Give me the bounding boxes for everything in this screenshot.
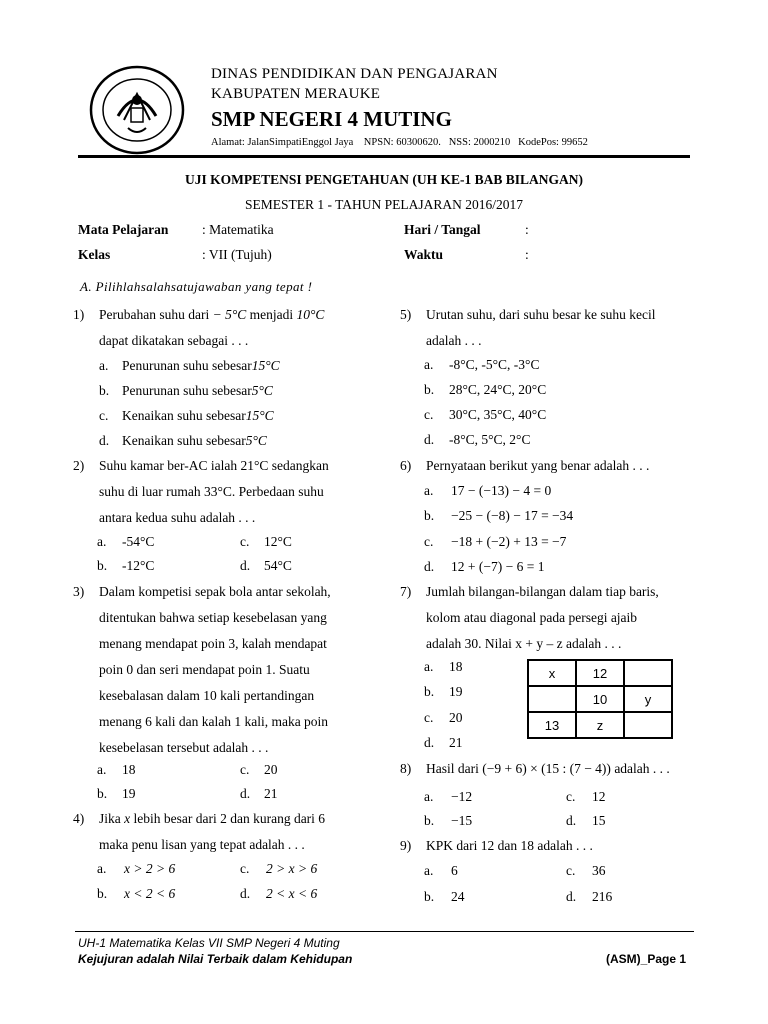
q6-option-b-letter: b. [424,508,435,523]
q6-option-d-letter: d. [424,559,435,574]
q5-option-b[interactable]: 28°C, 24°C, 20°C [449,382,547,397]
q4-option-a-letter: a. [97,861,107,876]
q6-option-c-letter: c. [424,534,434,549]
q7-option-d-letter: d. [424,735,435,750]
q2-option-d-letter: d. [240,558,251,573]
q3-line3: menang mendapat poin 3, kalah mendapat [99,636,327,651]
q1-option-c-letter: c. [99,408,109,423]
q1-text-a: Perubahan suhu dari [99,307,210,322]
q4-option-d[interactable]: 2 < x < 6 [266,886,318,901]
q1-line2: dapat dikatakan sebagai . . . [99,333,249,348]
footer-title: UH-1 Matematika Kelas VII SMP Negeri 4 Muting [78,936,340,950]
day-label: Hari / Tangal [404,222,481,237]
q4-text-c: lebih besar dari 2 dan kurang dari 6 [133,811,326,826]
q9-number: 9) [400,838,412,853]
q2-option-b-letter: b. [97,558,108,573]
footer-divider [75,931,694,932]
school-address: Alamat: JalanSimpatiEnggol Jaya NPSN: 60300620. NSS: 2000210 KodePos: 99652 [211,137,588,148]
q2-line2: suhu di luar rumah 33°C. Perbedaan suhu [99,484,324,499]
q6-option-a[interactable]: 17 − (−13) − 4 = 0 [451,483,552,498]
q1-option-d-val: 5°C [245,433,267,448]
q9-option-a-letter: a. [424,863,434,878]
q8-number: 8) [400,761,412,776]
q4-line2: maka penu lisan yang tepat adalah . . . [99,837,305,852]
q1-option-c-val: 15°C [245,408,274,423]
q6-option-a-letter: a. [424,483,434,498]
school-name: SMP NEGERI 4 MUTING [211,107,452,131]
q7-line2: kolom atau diagonal pada persegi ajaib [426,610,638,625]
magic-cell: y [624,686,672,712]
q1-line1 [99,302,369,328]
q1-option-c-text: Kenaikan suhu sebesar [122,408,246,423]
exam-title: UJI KOMPETENSI PENGETAHUAN (UH KE-1 BAB BILANGAN) [184,172,584,187]
q9-option-d-letter: d. [566,889,577,904]
q8-option-c[interactable]: 12 [592,789,606,804]
q3-option-d-letter: d. [240,786,251,801]
magic-cell: 10 [576,686,624,712]
magic-cell [528,686,576,712]
q5-number: 5) [400,307,412,322]
q5-option-d[interactable]: -8°C, 5°C, 2°C [449,432,531,447]
q5-option-c-letter: c. [424,407,434,422]
q5-option-b-letter: b. [424,382,435,397]
q4-var: x [124,811,131,826]
q8-suffix: adalah . . . [614,761,670,776]
q4-option-c[interactable]: 2 > x > 6 [266,861,318,876]
q6-option-b[interactable]: −25 − (−8) − 17 = −34 [451,508,574,523]
q9-option-d[interactable]: 216 [592,889,613,904]
subject-label: Mata Pelajaran [78,222,169,237]
q6-number: 6) [400,458,412,473]
q3-option-c[interactable]: 20 [264,762,278,777]
q4-text-a: Jika [99,811,121,826]
q1-option-a-letter: a. [99,358,109,373]
q1-text-c: menjadi [249,307,294,322]
q3-option-d[interactable]: 21 [264,786,278,801]
q1-option-a-val: 15°C [251,358,280,373]
magic-cell: 13 [528,712,576,738]
q7-option-a-letter: a. [424,659,434,674]
q9-option-b[interactable]: 24 [451,889,465,904]
q9-option-b-letter: b. [424,889,435,904]
header-agency: DINAS PENDIDIKAN DAN PENGAJARAN [211,66,498,82]
q3-line1: Dalam kompetisi sepak bola antar sekolah, [99,584,331,599]
q7-line3: adalah 30. Nilai x + y – z adalah . . . [426,636,622,651]
q3-option-a-letter: a. [97,762,107,777]
q1-val-from: − 5°C [212,307,247,322]
q5-option-a-letter: a. [424,357,434,372]
q7-number: 7) [400,584,412,599]
footer-motto: Kejujuran adalah Nilai Terbaik dalam Kehidupan [78,952,353,966]
q8-option-c-letter: c. [566,789,576,804]
q8-option-a-letter: a. [424,789,434,804]
section-a-instruction: A. Pilihlahsalahsatujawaban yang tepat ! [80,279,313,294]
magic-square [527,659,673,739]
q8-option-b[interactable]: −15 [451,813,473,828]
q3-option-a[interactable]: 18 [122,762,136,777]
class-label: Kelas [78,247,111,262]
q2-option-c-letter: c. [240,534,250,549]
q3-line6: menang 6 kali dan kalah 1 kali, maka poin [99,714,329,729]
q1-option-a[interactable] [122,358,280,374]
q7-option-c[interactable]: 20 [449,710,463,725]
q1-option-a-text: Penurunan suhu sebesar [122,358,252,373]
exam-semester: SEMESTER 1 - TAHUN PELAJARAN 2016/2017 [244,197,524,212]
q1-option-b-val: 5°C [251,383,273,398]
school-logo [88,64,186,156]
q8-prefix: Hasil dari [426,761,479,776]
magic-cell: x [528,660,576,686]
q1-option-b-letter: b. [99,383,110,398]
subject-value: : Matematika [202,222,274,237]
q3-option-b[interactable]: 19 [122,786,136,801]
q1-option-d-text: Kenaikan suhu sebesar [122,433,246,448]
q7-option-c-letter: c. [424,710,434,725]
q1-option-d-letter: d. [99,433,110,448]
q3-line2: ditentukan bahwa setiap kesebelasan yang [99,610,327,625]
header-regency: KABUPATEN MERAUKE [211,86,381,102]
q5-line1: Urutan suhu, dari suhu besar ke suhu kecil [426,307,656,322]
day-value: : [525,222,529,237]
q4-option-b-letter: b. [97,886,108,901]
q2-line3: antara kedua suhu adalah . . . [99,510,256,525]
header-divider [78,155,690,158]
q7-option-b-letter: b. [424,684,435,699]
q5-line2: adalah . . . [426,333,482,348]
q3-option-c-letter: c. [240,762,250,777]
q7-line1: Jumlah bilangan-bilangan dalam tiap baris, [426,584,659,599]
q4-number: 4) [73,811,85,826]
q9-option-c[interactable]: 36 [592,863,606,878]
magic-square-grid [527,659,673,739]
q4-option-b[interactable]: x < 2 < 6 [124,886,176,901]
q6-option-c[interactable]: −18 + (−2) + 13 = −7 [451,534,567,549]
q2-option-d[interactable]: 54°C [264,558,292,573]
q1-option-b-text: Penurunan suhu sebesar [122,383,252,398]
time-value: : [525,247,529,262]
q4-option-a[interactable]: x > 2 > 6 [124,861,176,876]
q1-val-to: 10°C [296,307,325,322]
footer-page: (ASM)_Page 1 [606,952,687,966]
q3-line7: kesebelasan tersebut adalah . . . [99,740,269,755]
q7-option-d[interactable]: 21 [449,735,463,750]
q2-option-a[interactable]: -54°C [122,534,155,549]
q3-number: 3) [73,584,85,599]
q4-option-d-letter: d. [240,886,251,901]
q8-option-d-letter: d. [566,813,577,828]
q8-option-b-letter: b. [424,813,435,828]
q2-line1: Suhu kamar ber-AC ialah 21°C sedangkan [99,458,329,473]
magic-cell [624,660,672,686]
time-label: Waktu [404,247,444,262]
q1-option-d[interactable] [122,433,267,449]
q5-option-d-letter: d. [424,432,435,447]
q3-line5: kesebalasan dalam 10 kali pertandingan [99,688,315,703]
q2-number: 2) [73,458,85,473]
class-value: : VII (Tujuh) [202,247,272,262]
q7-option-a[interactable]: 18 [449,659,463,674]
q7-option-b[interactable]: 19 [449,684,463,699]
q8-expression: (−9 + 6) × (15 : (7 − 4)) [482,761,611,776]
q3-option-b-letter: b. [97,786,108,801]
magic-cell: 12 [576,660,624,686]
q5-option-a[interactable]: -8°C, -5°C, -3°C [449,357,540,372]
q8-option-a[interactable]: −12 [451,789,473,804]
q5-option-c[interactable]: 30°C, 35°C, 40°C [449,407,547,422]
q9-text: KPK dari 12 dan 18 adalah . . . [426,838,593,853]
q9-option-c-letter: c. [566,863,576,878]
q8-option-d[interactable]: 15 [592,813,606,828]
q2-option-a-letter: a. [97,534,107,549]
q1-number: 1) [73,307,85,322]
q2-option-b[interactable]: -12°C [122,558,155,573]
q3-line4: poin 0 dan seri mendapat poin 1. Suatu [99,662,310,677]
q1-option-b[interactable] [122,383,273,399]
q9-option-a[interactable]: 6 [451,863,458,878]
q2-option-c[interactable]: 12°C [264,534,292,549]
q6-text: Pernyataan berikut yang benar adalah . . . [426,458,650,473]
q6-option-d[interactable]: 12 + (−7) − 6 = 1 [451,559,545,574]
q4-option-c-letter: c. [240,861,250,876]
q8-line [426,756,670,782]
magic-cell: z [576,712,624,738]
q1-option-c[interactable] [122,408,274,424]
magic-cell [624,712,672,738]
q4-line1 [99,806,325,832]
